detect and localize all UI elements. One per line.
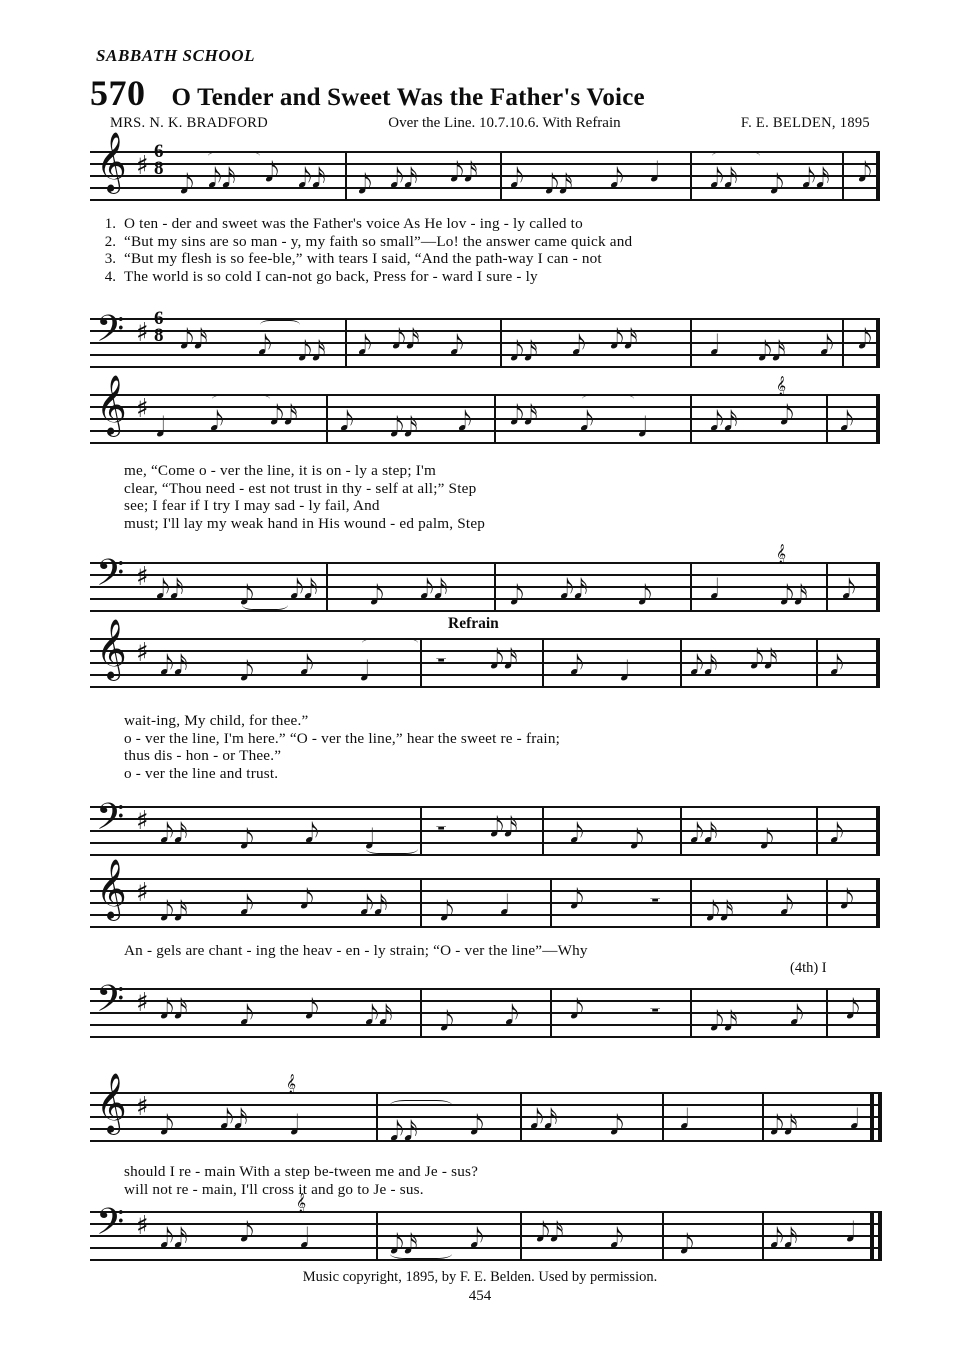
lyric-text: o - ver the line and trust. xyxy=(124,764,279,782)
bass-clef-icon: 𝄢 xyxy=(96,978,125,1029)
hymn-number: 570 xyxy=(90,73,146,113)
note: 𝅘𝅥 xyxy=(290,1110,299,1141)
note: 𝅘𝅥𝅮 xyxy=(240,1000,254,1031)
lyric-line xyxy=(90,268,880,286)
barline xyxy=(326,394,328,444)
barline xyxy=(878,1211,882,1261)
note: 𝅘𝅥𝅮 xyxy=(840,884,854,915)
barline xyxy=(494,562,496,612)
note: 𝅘𝅥𝅮 xyxy=(830,650,844,681)
note: 𝅘𝅥𝅮𝅘𝅥𝅯 xyxy=(160,896,188,927)
note: 𝅘𝅥𝅮 xyxy=(770,169,784,200)
bass-clef-icon: 𝄢 xyxy=(96,308,125,359)
music-system-5-bass xyxy=(90,1193,880,1263)
barline xyxy=(870,1211,874,1261)
time-signature-bottom: 8 xyxy=(154,158,164,179)
barline xyxy=(420,638,422,688)
verse-number: 3. xyxy=(104,251,116,267)
lyrics-stanza-3 xyxy=(90,712,880,782)
key-signature-sharp: ♯ xyxy=(136,1092,149,1122)
note: 𝅘𝅥 xyxy=(360,656,369,687)
note: 𝅘𝅥𝅮 xyxy=(830,818,844,849)
slur xyxy=(260,320,300,330)
note: 𝅘𝅥𝅮 xyxy=(340,406,354,437)
note: 𝅘𝅥𝅮 xyxy=(440,1006,454,1037)
barline xyxy=(876,806,880,856)
note: 𝅘𝅥 xyxy=(638,412,647,443)
note: 𝅘𝅥𝅮𝅘𝅥𝅯 xyxy=(160,818,188,849)
note: 𝅘𝅥𝅮𝅘𝅥𝅯 xyxy=(530,1104,558,1135)
page-number: 454 xyxy=(468,1288,492,1304)
key-signature-sharp: ♯ xyxy=(136,318,149,348)
note: 𝅘𝅥𝅮𝅘𝅥𝅯 xyxy=(156,574,184,605)
note: 𝅘𝅥𝅮𝅘𝅥𝅯 xyxy=(490,812,518,843)
music-system-1-bass xyxy=(90,308,880,370)
note: 𝅘𝅥𝅮 xyxy=(842,574,856,605)
barline xyxy=(690,318,692,368)
slur xyxy=(362,638,418,648)
barline xyxy=(420,878,422,928)
staff xyxy=(90,544,880,614)
lyric-line xyxy=(90,515,880,533)
staff xyxy=(90,132,880,203)
lyric-text: o - ver the line, I'm here.” “O - ver the line,” hear the sweet re - frain; xyxy=(124,729,561,747)
note: 𝅘𝅥𝅮𝅘𝅥𝅯 xyxy=(390,412,418,443)
lyrics-stanza-4 xyxy=(90,942,880,960)
composer-credit: F. E. BELDEN, 1895 xyxy=(740,115,870,131)
note: 𝅘𝅥𝅮 xyxy=(505,1000,519,1031)
barline xyxy=(878,1092,882,1142)
note: 𝅘𝅥𝅮𝅘𝅥𝅯 xyxy=(706,896,734,927)
note: 𝅘𝅥 xyxy=(620,656,629,687)
lyric-text: wait-ing, My child, for thee.” xyxy=(124,712,309,729)
lyric-text: should I re - main With a step be-tween me and Je - sus? xyxy=(124,1163,479,1180)
fermata-icon: 𝄞 xyxy=(286,1074,297,1094)
note: 𝄻 xyxy=(436,650,447,681)
barline xyxy=(690,988,692,1038)
barline xyxy=(520,1092,522,1142)
note: 𝅘𝅥𝅮 xyxy=(258,330,272,361)
note: 𝅘𝅥 xyxy=(680,1104,689,1135)
key-signature-sharp: ♯ xyxy=(136,151,149,181)
note: 𝄻 xyxy=(650,890,661,921)
title-row xyxy=(90,72,880,114)
staff xyxy=(90,978,880,1040)
note: 𝅘𝅥𝅮 xyxy=(570,818,584,849)
lyric-text: An - gels are chant - ing the heav - en - ly strain; “O - ver the line”—Why xyxy=(124,942,588,959)
tune-meter: Over the Line. 10.7.10.6. With Refrain xyxy=(388,115,621,131)
slur xyxy=(212,394,270,404)
music-system-2-bass xyxy=(90,544,880,614)
note: 𝅘𝅥𝅮𝅘𝅥𝅯 xyxy=(490,644,518,675)
note: 𝅘𝅥𝅮 xyxy=(305,994,319,1025)
barline xyxy=(550,878,552,928)
note: 𝅘𝅥 xyxy=(710,574,719,605)
note: 𝅘𝅥𝅮 xyxy=(470,1110,484,1141)
note: 𝅘𝅥 xyxy=(650,157,659,188)
slur xyxy=(582,394,634,404)
note: 𝅘𝅥𝅮 xyxy=(846,994,860,1025)
lyric-text: see; I fear if I try I may sad - ly fail, And xyxy=(124,497,380,514)
slur xyxy=(242,600,288,610)
note: 𝅘𝅥𝅮 xyxy=(240,656,254,687)
note-group xyxy=(90,544,880,614)
barline xyxy=(662,1092,664,1142)
barline xyxy=(870,1092,874,1142)
barline xyxy=(420,806,422,856)
time-signature-top: 6 xyxy=(154,141,164,162)
staff xyxy=(90,1193,880,1263)
barline xyxy=(842,151,844,201)
note: 𝅘𝅥𝅮 xyxy=(300,884,314,915)
note: 𝅘𝅥𝅮 xyxy=(470,1223,484,1254)
treble-clef-icon: 𝄞 xyxy=(96,619,127,679)
slur xyxy=(366,844,418,854)
barline xyxy=(494,394,496,444)
note: 𝅘𝅥𝅮 xyxy=(210,406,224,437)
note: 𝅘𝅥𝅮 xyxy=(510,580,524,611)
note: 𝅘𝅥𝅮𝅘𝅥𝅯 xyxy=(208,163,236,194)
note: 𝅘𝅥𝅮 xyxy=(570,650,584,681)
note: 𝅘𝅥𝅮 xyxy=(240,580,254,611)
barline xyxy=(680,806,682,856)
treble-clef-icon: 𝄞 xyxy=(96,859,127,919)
barline xyxy=(826,562,828,612)
barline xyxy=(376,1211,378,1261)
note: 𝅘𝅥𝅮𝅘𝅥𝅯 xyxy=(365,1000,393,1031)
verse-number: 4. xyxy=(104,268,116,285)
lyric-line xyxy=(90,497,880,515)
note: 𝅘𝅥𝅮 xyxy=(572,330,586,361)
barline xyxy=(500,151,502,201)
key-signature-sharp: ♯ xyxy=(136,1211,149,1241)
lyric-text: must; I'll lay my weak hand in His wound - ed palm, Step xyxy=(124,514,486,532)
barline xyxy=(826,878,828,928)
note: 𝅘𝅥𝅮 xyxy=(300,650,314,681)
note: 𝅘𝅥 xyxy=(365,824,374,855)
fermata-icon: 𝄞 xyxy=(776,544,787,564)
treble-clef-icon: 𝄞 xyxy=(96,132,127,192)
lyric-text: clear, “Thou need - est not trust in thy - self at all;” Step xyxy=(124,479,477,497)
lyric-line xyxy=(90,747,880,765)
credits xyxy=(110,115,870,132)
bass-clef-icon: 𝄢 xyxy=(96,796,125,847)
note: 𝅘𝅥 xyxy=(846,1217,855,1248)
staff xyxy=(90,859,880,930)
note: 𝅘𝅥𝅮 xyxy=(510,163,524,194)
note: 𝅘𝅥𝅮 xyxy=(440,896,454,927)
key-signature-sharp: ♯ xyxy=(136,806,149,836)
barline xyxy=(876,394,880,444)
note: 𝅘𝅥𝅮𝅘𝅥𝅯 xyxy=(770,1223,798,1254)
note: 𝅘𝅥𝅮𝅘𝅥𝅯 xyxy=(360,890,388,921)
note: 𝅘𝅥𝅮 xyxy=(858,324,872,355)
lyric-text: The world is so cold I can-not go back, Press for - ward I sure - ly xyxy=(124,267,538,285)
barline xyxy=(376,1092,378,1142)
lyric-line xyxy=(90,233,880,251)
barline xyxy=(520,1211,522,1261)
slur xyxy=(390,1100,452,1110)
music-system-3-bass xyxy=(90,796,880,858)
treble-clef-icon: 𝄞 xyxy=(96,375,127,435)
lyric-line xyxy=(90,712,880,730)
barline xyxy=(876,562,880,612)
lyric-line xyxy=(90,1163,880,1181)
lyric-line xyxy=(90,942,880,960)
note: 𝅘𝅥𝅮 xyxy=(780,400,794,431)
note-group xyxy=(90,978,880,1040)
barline xyxy=(876,988,880,1038)
barline xyxy=(500,318,502,368)
note-group xyxy=(90,376,880,446)
page-title: O Tender and Sweet Was the Father's Voice xyxy=(171,84,645,111)
music-system-5-treble xyxy=(90,1073,880,1147)
key-signature-sharp: ♯ xyxy=(136,562,149,592)
note: 𝅘𝅥𝅮𝅘𝅥𝅯 xyxy=(220,1104,248,1135)
note: 𝅘𝅥𝅮 xyxy=(265,157,279,188)
barline xyxy=(762,1092,764,1142)
barline xyxy=(816,806,818,856)
barline xyxy=(876,878,880,928)
key-signature-sharp: ♯ xyxy=(136,394,149,424)
barline xyxy=(345,151,347,201)
note: 𝅘𝅥𝅮𝅘𝅥𝅯 xyxy=(750,644,778,675)
note: 𝅘𝅥𝅮𝅘𝅥𝅯 xyxy=(610,324,638,355)
note: 𝅘𝅥 xyxy=(850,1104,859,1135)
note: 𝅘𝅥𝅮 xyxy=(638,580,652,611)
note-group xyxy=(90,632,880,690)
barline xyxy=(662,1211,664,1261)
slur xyxy=(208,151,260,161)
note: 𝅘𝅥𝅮 xyxy=(358,330,372,361)
note: 𝅘𝅥𝅮𝅘𝅥𝅯 xyxy=(160,1223,188,1254)
note: 𝅘𝅥𝅮 xyxy=(305,818,319,849)
note-group xyxy=(90,796,880,858)
barline xyxy=(550,988,552,1038)
note-group xyxy=(90,872,880,930)
bass-clef-icon: 𝄢 xyxy=(96,1201,125,1252)
note: 𝅘𝅥𝅮 xyxy=(630,824,644,855)
lyric-text: thus dis - hon - or Thee.” xyxy=(124,747,282,764)
slur xyxy=(712,151,760,161)
barline xyxy=(690,394,692,444)
lyric-line xyxy=(90,215,880,233)
note: 𝅘𝅥𝅮 xyxy=(370,580,384,611)
note: 𝅘𝅥 xyxy=(300,1223,309,1254)
note: 𝅘𝅥𝅮 xyxy=(240,890,254,921)
barline xyxy=(420,988,422,1038)
note: 𝅘𝅥𝅮𝅘𝅥𝅯 xyxy=(390,1116,418,1147)
music-system-4-bass xyxy=(90,978,880,1040)
note: 𝅘𝅥𝅮𝅘𝅥𝅯 xyxy=(770,1110,798,1141)
key-signature-sharp: ♯ xyxy=(136,878,149,908)
note: 𝅘𝅥𝅮 xyxy=(760,824,774,855)
note: 𝅘𝅥𝅮 xyxy=(858,157,872,188)
note: 𝅘𝅥𝅮𝅘𝅥𝅯 xyxy=(710,163,738,194)
barline xyxy=(842,318,844,368)
note: 𝅘𝅥𝅮𝅘𝅥𝅯 xyxy=(420,574,448,605)
note: 𝅘𝅥𝅮 xyxy=(450,330,464,361)
note: 𝅘𝅥𝅮𝅘𝅥𝅯 xyxy=(392,324,420,355)
barline xyxy=(816,638,818,688)
note: 𝅘𝅥𝅮 xyxy=(458,406,472,437)
barline xyxy=(542,806,544,856)
note: 𝅘𝅥𝅮 xyxy=(570,884,584,915)
barline xyxy=(826,394,828,444)
barline xyxy=(326,562,328,612)
note: 𝅘𝅥𝅮 xyxy=(820,330,834,361)
lyric-line xyxy=(90,462,880,480)
lyric-text: “But my flesh is so fee-ble,” with tears I said, “And the path-way I can - not xyxy=(124,250,602,267)
note: 𝅘𝅥𝅮𝅘𝅥𝅯 xyxy=(690,650,718,681)
note: 𝅘𝅥𝅮 xyxy=(680,1229,694,1260)
lyric-line xyxy=(90,250,880,268)
note: 𝅘𝅥𝅮𝅘𝅥𝅯 xyxy=(536,1217,564,1248)
barline xyxy=(690,878,692,928)
note: 𝅘𝅥𝅮𝅘𝅥𝅯 xyxy=(710,1006,738,1037)
barline xyxy=(876,151,880,201)
note: 𝅘𝅥𝅮𝅘𝅥𝅯 xyxy=(758,336,786,367)
note: 𝅘𝅥𝅮𝅘𝅥𝅯 xyxy=(545,169,573,200)
lyrics-stanza-1 xyxy=(90,215,880,285)
note: 𝅘𝅥𝅮𝅘𝅥𝅯 xyxy=(298,336,326,367)
note: 𝅘𝅥𝅮𝅘𝅥𝅯 xyxy=(690,818,718,849)
lyrics-stanza-5 xyxy=(90,1163,880,1198)
staff xyxy=(90,375,880,446)
staff xyxy=(90,1073,880,1147)
lyric-line xyxy=(90,730,880,748)
barline xyxy=(680,638,682,688)
note: 𝅘𝅥𝅮 xyxy=(180,169,194,200)
note: 𝅘𝅥 xyxy=(156,412,165,443)
fourth-verse-cue: (4th) I xyxy=(790,960,827,976)
fermata-icon: 𝄞 xyxy=(296,1193,307,1213)
treble-clef-icon: 𝄞 xyxy=(96,1073,127,1133)
lyric-text: will not re - main, I'll cross it and go to Je - sus. xyxy=(124,1180,424,1198)
verse-number: 1. xyxy=(104,216,116,232)
note: 𝅘𝅥𝅮𝅘𝅥𝅯 xyxy=(290,574,318,605)
staff xyxy=(90,308,880,370)
verse-number: 2. xyxy=(104,233,116,250)
lyric-text: me, “Come o - ver the line, it is on - ly a step; I'm xyxy=(124,462,436,479)
lyric-line xyxy=(90,765,880,783)
lyrics-stanza-2 xyxy=(90,462,880,532)
lyricist-credit: MRS. N. K. BRADFORD xyxy=(110,115,268,131)
note: 𝅘𝅥𝅮𝅘𝅥𝅯 xyxy=(780,580,808,611)
music-system-2-treble xyxy=(90,375,880,446)
time-signature-top: 6 xyxy=(154,308,164,329)
barline xyxy=(762,1211,764,1261)
note: 𝅘𝅥𝅮𝅘𝅥𝅯 xyxy=(160,994,188,1025)
note: 𝅘𝅥𝅮𝅘𝅥𝅯 xyxy=(160,650,188,681)
note: 𝅘𝅥𝅮𝅘𝅥𝅯 xyxy=(390,1229,418,1260)
note: 𝅘𝅥𝅮 xyxy=(610,163,624,194)
barline xyxy=(876,638,880,688)
copyright-notice: Music copyright, 1895, by F. E. Belden. Used by permission. xyxy=(302,1269,658,1285)
note: 𝄻 xyxy=(650,1000,661,1031)
note: 𝅘𝅥 xyxy=(710,330,719,361)
time-signature-bottom: 8 xyxy=(154,325,164,346)
note: 𝅘𝅥𝅮 xyxy=(790,1000,804,1031)
barline xyxy=(876,318,880,368)
note: 𝅘𝅥𝅮𝅘𝅥𝅯 xyxy=(180,324,208,355)
music-system-4-treble xyxy=(90,859,880,930)
note: 𝅘𝅥𝅮 xyxy=(358,169,372,200)
lyric-line xyxy=(90,1181,880,1199)
note: 𝅘𝅥𝅮 xyxy=(240,1217,254,1248)
note: 𝅘𝅥𝅮𝅘𝅥𝅯 xyxy=(390,163,418,194)
barline xyxy=(542,638,544,688)
note: 𝅘𝅥𝅮𝅘𝅥𝅯 xyxy=(802,163,830,194)
note: 𝅘𝅥 xyxy=(500,890,509,921)
note: 𝅘𝅥𝅮 xyxy=(780,890,794,921)
note: 𝅘𝅥𝅮 xyxy=(610,1110,624,1141)
barline xyxy=(826,988,828,1038)
note: 𝅘𝅥𝅮 xyxy=(570,994,584,1025)
barline xyxy=(690,151,692,201)
note: 𝅘𝅥𝅮 xyxy=(610,1223,624,1254)
note: 𝅘𝅥𝅮 xyxy=(840,406,854,437)
note: 𝅘𝅥𝅮𝅘𝅥𝅯 xyxy=(450,157,478,188)
key-signature-sharp: ♯ xyxy=(136,638,149,668)
bass-clef-icon: 𝄢 xyxy=(96,552,125,603)
slur xyxy=(390,1249,452,1259)
note: 𝄻 xyxy=(436,818,447,849)
refrain-label: Refrain xyxy=(448,615,499,632)
note: 𝅘𝅥𝅮𝅘𝅥𝅯 xyxy=(560,574,588,605)
note-group xyxy=(90,308,880,370)
note: 𝅘𝅥𝅮𝅘𝅥𝅯 xyxy=(510,400,538,431)
lyric-text: “But my sins are so man - y, my faith so small”—Lo! the answer came quick and xyxy=(124,232,633,250)
music-system-1-treble xyxy=(90,132,880,203)
key-signature-sharp: ♯ xyxy=(136,988,149,1018)
section-label: SABBATH SCHOOL xyxy=(96,46,256,65)
note: 𝅘𝅥𝅮𝅘𝅥𝅯 xyxy=(710,406,738,437)
note: 𝅘𝅥𝅮 xyxy=(240,824,254,855)
note: 𝅘𝅥𝅮 xyxy=(160,1110,174,1141)
lyric-line xyxy=(90,480,880,498)
note: 𝅘𝅥𝅮 xyxy=(580,406,594,437)
note-group xyxy=(90,141,880,203)
fermata-icon: 𝄞 xyxy=(776,376,787,396)
lyric-text: O ten - der and sweet was the Father's voice As He lov - ing - ly called to xyxy=(124,215,583,232)
note: 𝅘𝅥𝅮𝅘𝅥𝅯 xyxy=(298,163,326,194)
note: 𝅘𝅥𝅮𝅘𝅥𝅯 xyxy=(510,336,538,367)
barline xyxy=(345,318,347,368)
barline xyxy=(690,562,692,612)
note: 𝅘𝅥𝅮𝅘𝅥𝅯 xyxy=(270,400,298,431)
staff xyxy=(90,796,880,858)
